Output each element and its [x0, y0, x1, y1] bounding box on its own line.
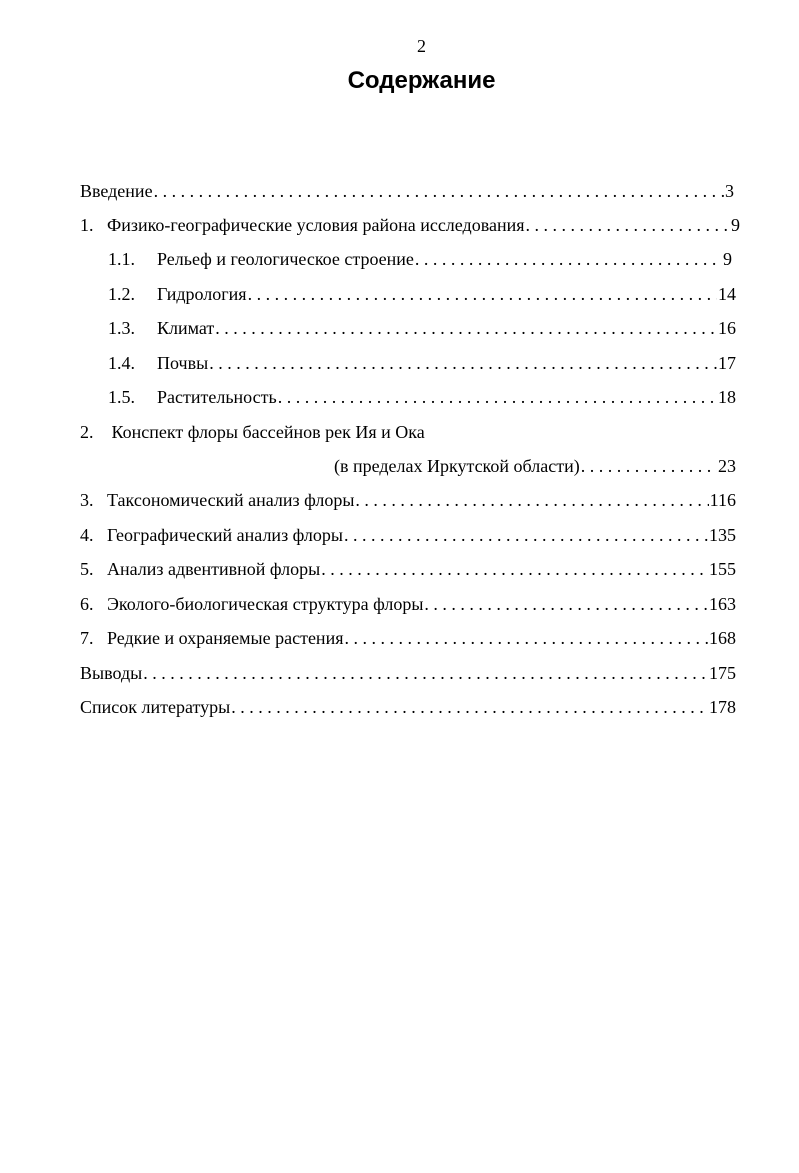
- toc-entry-chapter-2[interactable]: [80, 419, 425, 445]
- toc-entry-section-1-1[interactable]: [108, 246, 732, 272]
- toc-entry-text: Почвы: [157, 353, 209, 373]
- toc-page-number: 17: [718, 353, 736, 373]
- toc-leader-dots: [320, 556, 708, 582]
- toc-entry-chapter-6[interactable]: [80, 591, 736, 617]
- toc-entry-number: 1.1.: [108, 249, 135, 269]
- toc-entry-number: 1.: [80, 215, 94, 235]
- toc-entry-section-1-2[interactable]: [108, 281, 736, 307]
- toc-leader-dots: [277, 384, 717, 410]
- toc-page-number: 16: [718, 318, 736, 338]
- toc-entry-text: Географический анализ флоры: [107, 525, 343, 545]
- toc-entry-section-1-5[interactable]: [108, 384, 736, 410]
- toc-entry-text: Растительность: [157, 387, 277, 407]
- toc-leader-dots: [142, 660, 708, 686]
- toc-entry-number: 1.5.: [108, 387, 135, 407]
- toc-entry-number: 3.: [80, 490, 94, 510]
- toc-page-number: 9: [731, 215, 740, 235]
- toc-entry-text: Климат: [157, 318, 215, 338]
- toc-entry-text: Физико-географические условия района исследования: [107, 215, 525, 235]
- toc-entry-text: Эколого-биологическая структура флоры: [107, 594, 424, 614]
- toc-page-number: 116: [709, 490, 736, 510]
- toc-entry-text: Конспект флоры бассейнов рек Ия и Ока: [111, 422, 425, 442]
- toc-entry-number: 5.: [80, 559, 94, 579]
- toc-entry-chapter-1[interactable]: [80, 212, 740, 238]
- toc-page-number: 155: [709, 559, 736, 579]
- toc-entry-number: 1.2.: [108, 284, 135, 304]
- toc-entry-references[interactable]: [80, 694, 736, 720]
- toc-leader-dots: [343, 625, 708, 651]
- toc-page-number: 135: [709, 525, 736, 545]
- page-number: 2: [417, 36, 426, 56]
- toc-entry-text-continuation: (в пределах Иркутской области): [334, 456, 580, 476]
- toc-leader-dots: [354, 487, 708, 513]
- toc-entry-chapter-3[interactable]: [80, 487, 736, 513]
- toc-entry-text: Гидрология: [157, 284, 247, 304]
- toc-entry-number: 1.4.: [108, 353, 135, 373]
- toc-entry-text: Анализ адвентивной флоры: [107, 559, 321, 579]
- toc-entry-text: Редкие и охраняемые растения: [107, 628, 344, 648]
- toc-entry-section-1-4[interactable]: [108, 350, 736, 376]
- toc-leader-dots: [414, 246, 722, 272]
- toc-entry-intro[interactable]: [80, 178, 734, 204]
- toc-entry-conclusions[interactable]: [80, 660, 736, 686]
- toc-leader-dots: [423, 591, 708, 617]
- toc-entry-text: Введение: [80, 181, 153, 201]
- toc-entry-number: 7.: [80, 628, 94, 648]
- toc-page-number: 168: [709, 628, 736, 648]
- toc-leader-dots: [208, 350, 717, 376]
- toc-page-number: 178: [709, 697, 736, 717]
- toc-entry-number: 1.3.: [108, 318, 135, 338]
- toc-page-number: 18: [718, 387, 736, 407]
- toc-entry-text: Рельеф и геологическое строение: [157, 249, 414, 269]
- toc-entry-section-1-3[interactable]: [108, 315, 736, 341]
- toc-entry-number: 6.: [80, 594, 94, 614]
- toc-entry-chapter-5[interactable]: [80, 556, 736, 582]
- toc-entry-number: 4.: [80, 525, 94, 545]
- toc-leader-dots: [343, 522, 708, 548]
- toc-leader-dots: [153, 178, 724, 204]
- toc-page-number: 175: [709, 663, 736, 683]
- toc-leader-dots: [580, 453, 717, 479]
- toc-entry-text: Список литературы: [80, 697, 231, 717]
- toc-entry-text: Таксономический анализ флоры: [107, 490, 355, 510]
- toc-page-number: 9: [723, 249, 732, 269]
- toc-entry-number: 2.: [80, 422, 94, 442]
- toc-entry-chapter-2-continuation[interactable]: [334, 453, 736, 479]
- toc-page-number: 14: [718, 284, 736, 304]
- toc-leader-dots: [214, 315, 717, 341]
- toc-entry-chapter-4[interactable]: [80, 522, 736, 548]
- toc-entry-chapter-7[interactable]: [80, 625, 736, 651]
- toc-page-number: 23: [718, 456, 736, 476]
- page-title: Содержание: [347, 67, 496, 94]
- toc-entry-text: Выводы: [80, 663, 143, 683]
- toc-leader-dots: [525, 212, 731, 238]
- toc-leader-dots: [247, 281, 717, 307]
- toc-page-number: 3: [725, 181, 734, 201]
- toc-leader-dots: [230, 694, 708, 720]
- toc-page-number: 163: [709, 594, 736, 614]
